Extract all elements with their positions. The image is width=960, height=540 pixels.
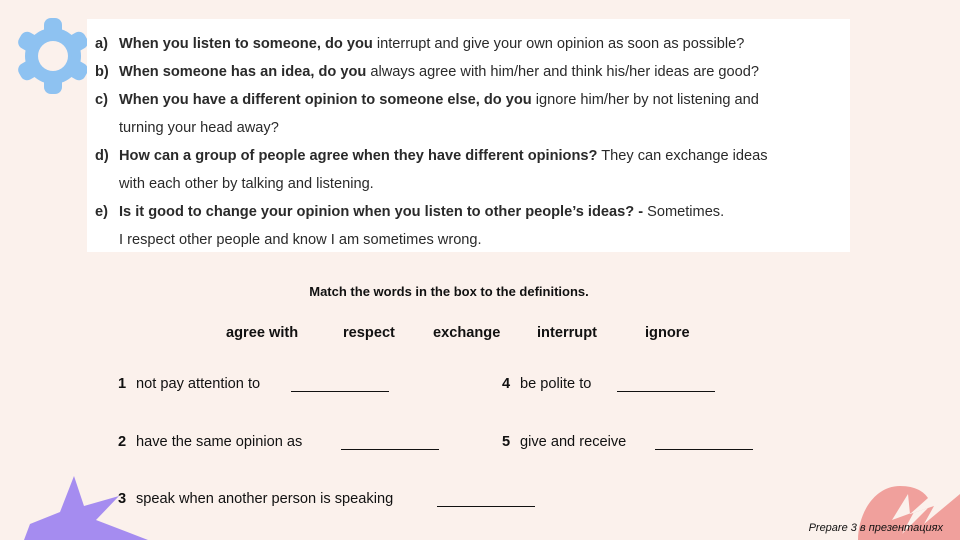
definition-2: 2 have the same opinion as (118, 434, 303, 450)
definition-1: 1 not pay attention to (118, 376, 261, 392)
exercise-instruction: Match the words in the box to the definitions. (309, 284, 589, 299)
question-a: a) When you listen to someone, do you interrupt and give your own opinion as soon as possible? (95, 36, 745, 52)
answer-blank-3[interactable] (437, 506, 535, 507)
question-c: c) When you have a different opinion to someone else, do you ignore him/her by not listening and (95, 92, 759, 108)
answer-blank-5[interactable] (655, 449, 753, 450)
answer-blank-2[interactable] (341, 449, 439, 450)
question-e-continuation: I respect other people and know I am sometimes wrong. (119, 232, 482, 248)
question-e: e) Is it good to change your opinion when you listen to other people’s ideas? - Sometimes. (95, 204, 725, 220)
question-d-continuation: with each other by talking and listening. (119, 176, 374, 192)
word-exchange: exchange (433, 325, 501, 341)
gear-icon (17, 17, 89, 95)
answer-blank-4[interactable] (617, 391, 715, 392)
word-interrupt: interrupt (537, 325, 597, 341)
question-b: b) When someone has an idea, do you always agree with him/her and think his/her ideas are good? (95, 64, 759, 80)
answer-blank-1[interactable] (291, 391, 389, 392)
definition-5: 5 give and receive (502, 434, 627, 450)
word-agree-with: agree with (226, 325, 299, 341)
word-respect: respect (343, 325, 395, 341)
question-d: d) How can a group of people agree when they have different opinions? They can exchange ideas (95, 148, 768, 164)
definition-3: 3 speak when another person is speaking (118, 491, 394, 507)
definition-4: 4 be polite to (502, 376, 592, 392)
word-ignore: ignore (645, 325, 690, 341)
question-c-continuation: turning your head away? (119, 120, 279, 136)
questions-box (87, 19, 850, 252)
footer-caption: Prepare 3 в презентациях (808, 522, 943, 534)
